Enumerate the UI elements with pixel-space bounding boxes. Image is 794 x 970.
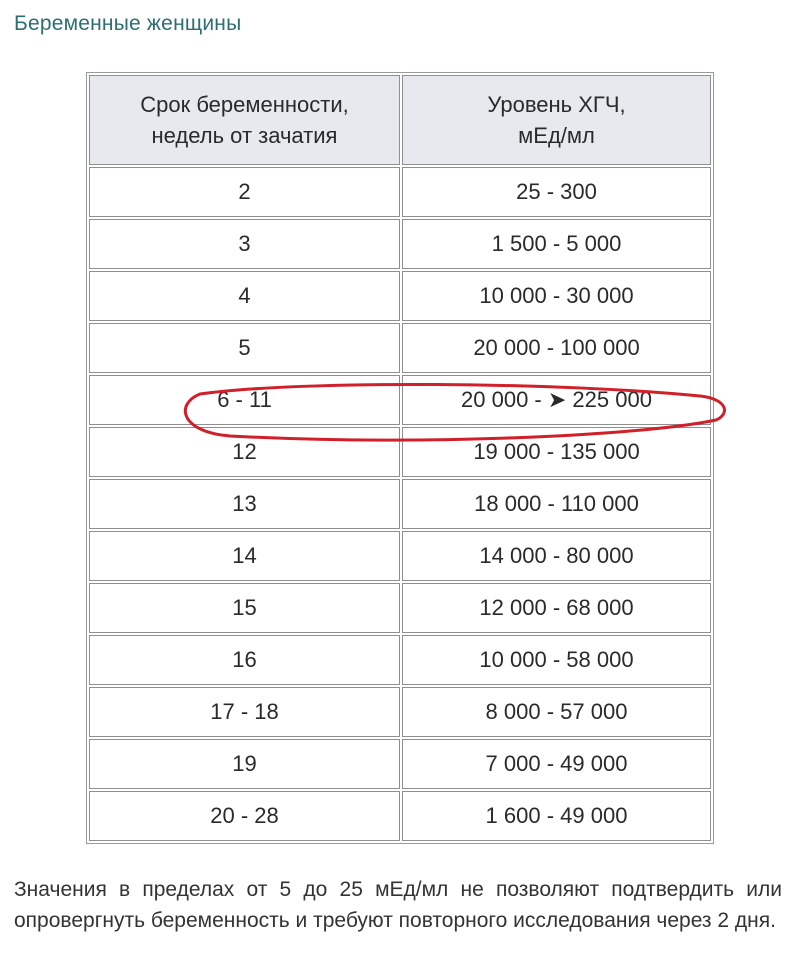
- footnote-text: Значения в пределах от 5 до 25 мЕд/мл не позволяют подтвердить или опровергнуть беременность и требуют повторного исследования через 2 дня.: [14, 878, 782, 932]
- table-row: [89, 427, 711, 477]
- page-heading: Беременные женщины: [14, 12, 242, 35]
- level-cell: 1 500 - 5 000: [402, 219, 711, 269]
- level-cell: 7 000 - 49 000: [402, 739, 711, 789]
- table-row: [89, 791, 711, 841]
- table-header-row: [89, 75, 711, 165]
- header-hcg-level: [402, 75, 711, 165]
- level-cell: 20 000 - ➤ 225 000: [402, 375, 711, 425]
- weeks-cell: 16: [89, 635, 400, 685]
- level-cell: 1 600 - 49 000: [402, 791, 711, 841]
- table-row: [89, 687, 711, 737]
- table-row: [89, 219, 711, 269]
- weeks-cell: 2: [89, 167, 400, 217]
- header-col2-line2: мЕд/мл: [518, 123, 595, 148]
- header-gestation-weeks: [89, 75, 400, 165]
- table-row: [89, 583, 711, 633]
- weeks-cell: 6 - 11: [89, 375, 400, 425]
- table-row: [89, 323, 711, 373]
- level-cell: 10 000 - 58 000: [402, 635, 711, 685]
- weeks-cell: 20 - 28: [89, 791, 400, 841]
- header-col1-line1: Срок беременности,: [140, 92, 349, 117]
- level-cell: 10 000 - 30 000: [402, 271, 711, 321]
- weeks-cell: 19: [89, 739, 400, 789]
- level-cell: 8 000 - 57 000: [402, 687, 711, 737]
- weeks-cell: 13: [89, 479, 400, 529]
- table-row: [89, 167, 711, 217]
- table-row: [89, 479, 711, 529]
- weeks-cell: 3: [89, 219, 400, 269]
- weeks-cell: 5: [89, 323, 400, 373]
- weeks-cell: 12: [89, 427, 400, 477]
- level-cell: 14 000 - 80 000: [402, 531, 711, 581]
- table-row: [89, 271, 711, 321]
- level-cell: 25 - 300: [402, 167, 711, 217]
- header-col2-line1: Уровень ХГЧ,: [487, 92, 626, 117]
- table-row: [89, 531, 711, 581]
- level-cell: 19 000 - 135 000: [402, 427, 711, 477]
- table-row: [89, 635, 711, 685]
- level-cell: 18 000 - 110 000: [402, 479, 711, 529]
- level-cell: 20 000 - 100 000: [402, 323, 711, 373]
- hcg-table: [86, 72, 714, 844]
- weeks-cell: 4: [89, 271, 400, 321]
- table-row-highlighted: [89, 375, 711, 425]
- weeks-cell: 17 - 18: [89, 687, 400, 737]
- level-cell: 12 000 - 68 000: [402, 583, 711, 633]
- weeks-cell: 15: [89, 583, 400, 633]
- weeks-cell: 14: [89, 531, 400, 581]
- table-row: [89, 739, 711, 789]
- header-col1-line2: недель от зачатия: [151, 123, 338, 148]
